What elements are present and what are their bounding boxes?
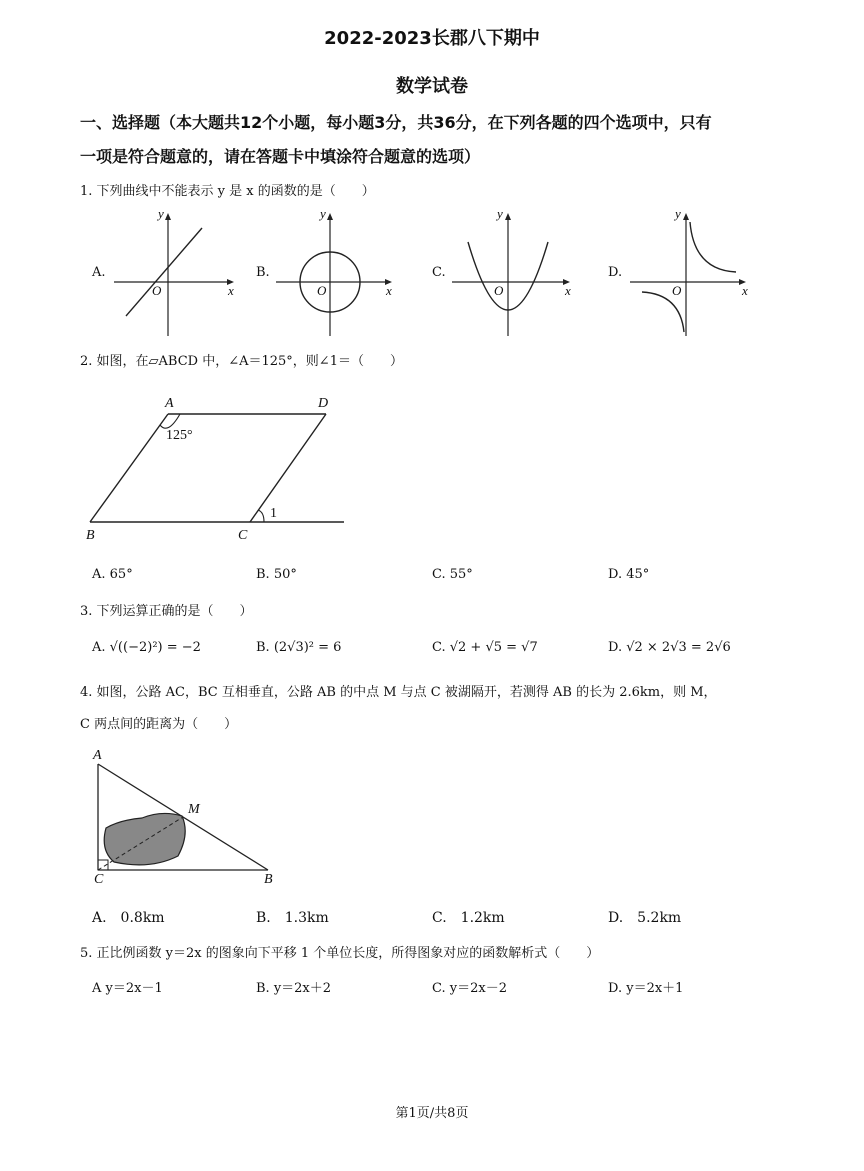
q3-option-a: A. √((−2)²) = −2 xyxy=(92,640,201,655)
q2-parallelogram-figure xyxy=(80,395,360,535)
q2-option-d: D. 45° xyxy=(608,567,650,582)
q4-label-a: A xyxy=(93,748,102,763)
q1-stem: 1. 下列曲线中不能表示 y 是 x 的函数的是（ ） xyxy=(80,184,375,199)
q1-option-d-label: D. xyxy=(608,265,623,280)
q2-label-a: A xyxy=(165,396,174,411)
q1-graph-b xyxy=(272,208,402,338)
q4-label-b: B xyxy=(264,872,273,887)
q3-option-d: D. √2 × 2√3 = 2√6 xyxy=(608,640,731,655)
q1-graph-c xyxy=(450,208,580,338)
q4-stem-line1: 4. 如图，公路 AC，BC 互相垂直，公路 AB 的中点 M 与点 C 被湖隔开，若测得 AB 的长为 2.6km，则 M， xyxy=(80,685,717,700)
q1d-y-label: y xyxy=(675,206,681,221)
q2-label-b: B xyxy=(86,528,95,543)
q4-option-b: B. 1.3km xyxy=(256,910,329,926)
q4-option-d: D. 5.2km xyxy=(608,910,682,926)
q1c-y-label: y xyxy=(497,206,503,221)
q5-option-a: A y＝2x－1 xyxy=(92,981,163,996)
q1-option-b-label: B. xyxy=(256,265,270,280)
q2-stem: 2. 如图，在▱ABCD 中，∠A＝125°，则∠1＝（ ） xyxy=(80,354,403,369)
q1a-y-label: y xyxy=(158,206,164,221)
q5-stem: 5. 正比例函数 y＝2x 的图象向下平移 1 个单位长度，所得图象对应的函数解析式（ ） xyxy=(80,946,600,961)
q4-label-c: C xyxy=(94,872,104,887)
q5-option-d: D. y＝2x＋1 xyxy=(608,981,684,996)
q2-option-c: C. 55° xyxy=(432,567,473,582)
q2-option-a: A. 65° xyxy=(92,567,133,582)
q4-label-m: M xyxy=(188,802,200,817)
q1d-origin-label: O xyxy=(672,283,682,298)
q5-option-c: C. y＝2x－2 xyxy=(432,981,507,996)
q3-option-c: C. √2 + √5 = √7 xyxy=(432,640,538,655)
q1d-x-label: x xyxy=(742,283,748,298)
q2-option-b: B. 50° xyxy=(256,567,297,582)
q4-option-a: A. 0.8km xyxy=(92,910,165,926)
section-heading-line1: 一、选择题（本大题共12个小题，每小题3分，共36分，在下列各题的四个选项中，只有 xyxy=(80,113,712,132)
page-footer: 第1页/共8页 xyxy=(395,1106,469,1121)
q4-stem-line2: C 两点间的距离为（ ） xyxy=(80,717,238,732)
q1b-y-label: y xyxy=(320,206,326,221)
q3-stem: 3. 下列运算正确的是（ ） xyxy=(80,604,253,619)
q4-option-c: C. 1.2km xyxy=(432,910,505,926)
q1-graph-d xyxy=(628,208,758,338)
q2-angle-125: 125° xyxy=(166,428,193,443)
q1-option-a-label: A. xyxy=(92,265,106,280)
page-subtitle: 数学试卷 xyxy=(396,76,468,97)
q1-graph-a xyxy=(110,208,240,338)
q4-triangle-lake-figure xyxy=(90,758,280,878)
q2-angle-1: 1 xyxy=(270,506,277,521)
q1b-origin-label: O xyxy=(317,283,327,298)
q2-label-c: C xyxy=(238,528,248,543)
q1-option-c-label: C. xyxy=(432,265,446,280)
q3-option-b: B. (2√3)² = 6 xyxy=(256,640,342,655)
section-heading-line2: 一项是符合题意的，请在答题卡中填涂符合题意的选项） xyxy=(80,147,481,166)
page-title: 2022-2023长郡八下期中 xyxy=(324,28,540,49)
q1c-origin-label: O xyxy=(494,283,504,298)
q1a-x-label: x xyxy=(228,283,234,298)
q2-label-d: D xyxy=(318,396,329,411)
q1a-origin-label: O xyxy=(152,283,162,298)
q1b-x-label: x xyxy=(386,283,392,298)
q5-option-b: B. y＝2x＋2 xyxy=(256,981,332,996)
q1c-x-label: x xyxy=(565,283,571,298)
